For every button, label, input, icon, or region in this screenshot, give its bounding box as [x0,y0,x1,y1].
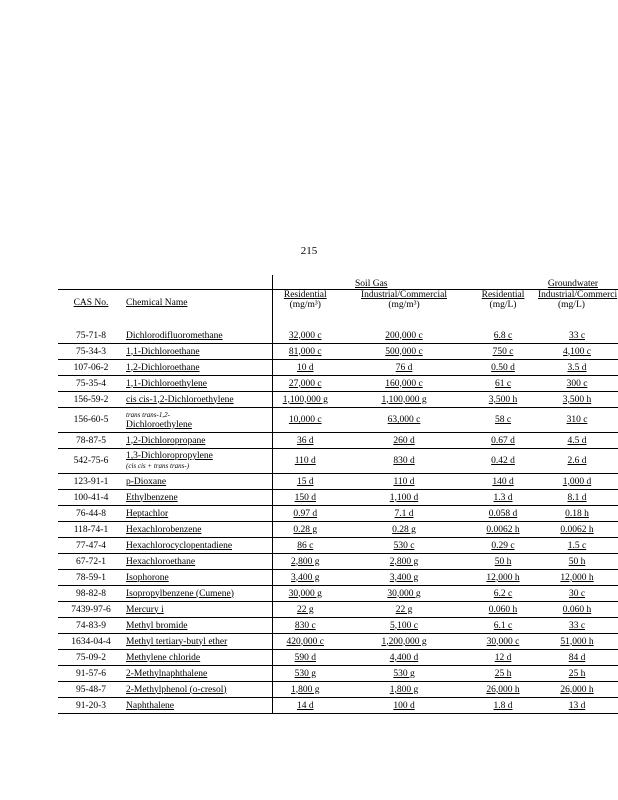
value-text: 140 d [492,476,514,487]
value-text: 4.5 d [567,435,587,446]
chemical-name-text: Hexachloroethane [126,556,196,567]
table-row [58,522,618,538]
groundwater-industrial-cell [536,328,618,344]
chemical-name-cell [124,602,272,618]
soil-gas-residential-cell [272,376,338,392]
value-text: 25 h [568,668,586,679]
soil-gas-industrial-cell [338,490,470,506]
value-text: 100 d [393,700,415,711]
chemical-name-cell [124,586,272,602]
soil-gas-residential-cell [272,392,338,408]
value-text: 160,000 c [385,378,423,389]
value-text: 30,000 g [288,588,322,599]
chemical-name-text: Methyl bromide [126,620,188,631]
chemical-name-text: Dichloroethylene [126,420,192,430]
chemical-name-text: Isopropylbenzene (Cumene) [126,588,234,599]
cas-number-cell: 77-47-4 [58,538,124,554]
value-text: 830 d [393,456,415,466]
groundwater-industrial-cell [536,392,618,408]
groundwater-residential-cell [470,376,536,392]
groundwater-residential-cell [470,618,536,634]
value-text: 30,000 c [486,636,520,647]
value-text: 12,000 h [486,572,520,583]
soil-gas-industrial-cell [338,344,470,360]
value-text: 84 d [568,652,586,663]
soil-gas-industrial-cell [338,433,470,449]
value-text: 14 d [296,700,314,711]
soil-gas-header: Soil Gas [272,275,470,290]
chemical-name-text: 2-Methylnaphthalene [126,668,208,679]
value-text: 0.50 d [491,362,515,373]
chemical-name-text: 2-Methylphenol (o-cresol) [126,684,227,695]
soil-gas-industrial-cell [338,360,470,376]
value-text: 0.28 g [392,524,416,535]
cas-number-cell: 118-74-1 [58,522,124,538]
value-text: 3,400 g [389,572,419,583]
chemical-name-text: 1,1-Dichloroethane [126,346,200,357]
chemical-name-text: Mercury i [126,604,164,615]
cas-number-cell: 75-71-8 [58,328,124,344]
value-text: 33 c [568,330,586,341]
value-text: 5,100 c [390,620,418,631]
chemical-name-text: Methylene chloride [126,652,201,663]
cas-number-cell: 7439-97-6 [58,602,124,618]
value-text: 110 d [393,476,415,487]
chemical-name-cell [124,408,272,433]
groundwater-industrial-cell [536,570,618,586]
groundwater-residential-cell [470,602,536,618]
value-text: 1.3 d [493,492,513,503]
cas-number-cell: 156-59-2 [58,392,124,408]
value-text: 63,000 c [387,415,421,425]
groundwater-residential-cell [470,490,536,506]
chemical-name-cell [124,538,272,554]
value-text: 1,100,000 g [381,394,427,405]
soil-gas-industrial-cell [338,522,470,538]
soil-gas-industrial-cell [338,570,470,586]
value-text: 590 d [294,652,316,663]
groundwater-industrial-cell [536,586,618,602]
value-text: 110 d [294,456,316,466]
chemical-name-cell [124,474,272,490]
value-text: 22 g [395,604,413,615]
groundwater-residential-cell [470,392,536,408]
cas-number-cell: 67-72-1 [58,554,124,570]
chemical-name-text: 1,3-Dichloropropylene [126,451,213,461]
chemical-name-text: Isophorone [126,572,169,583]
groundwater-residential-cell [470,360,536,376]
value-text: 1,100 d [389,492,419,503]
value-text: 3,500 h [488,394,518,405]
soil-gas-industrial-cell [338,392,470,408]
value-text: 2,800 g [291,556,320,567]
cas-number-cell: 1634-04-4 [58,634,124,650]
chemical-name-text: 1,2-Dichloropropane [126,435,206,446]
chemical-name-cell [124,666,272,682]
cas-number-cell: 75-34-3 [58,344,124,360]
soil-gas-residential-cell [272,449,338,474]
groundwater-residential-cell [470,474,536,490]
value-text: 13 d [568,700,586,711]
value-text: 0.0062 h [486,524,520,535]
table-row [58,474,618,490]
value-text: 0.060 h [562,604,592,615]
value-text: 33 c [568,620,586,631]
value-text: 530 c [393,540,415,551]
groundwater-industrial-cell [536,376,618,392]
soil-gas-industrial-header: Industrial/Commercial (mg/m³) [338,290,470,329]
value-text: 15 d [296,476,314,487]
chemical-name-cell [124,344,272,360]
value-text: 1,100,000 g [282,394,328,405]
value-text: 36 d [296,435,314,446]
value-text: 30,000 g [387,588,421,599]
value-text: 530 g [294,668,316,679]
chemical-name-cell [124,554,272,570]
chemical-name-cell [124,698,272,714]
soil-gas-residential-cell [272,682,338,698]
value-text: 3,400 g [291,572,320,583]
value-text: 50 h [568,556,586,567]
chemical-name-cell [124,433,272,449]
groundwater-industrial-cell [536,634,618,650]
table-row [58,449,618,474]
chemical-name-text: Hexachlorocyclopentadiene [126,540,233,551]
soil-gas-residential-cell [272,408,338,433]
soil-gas-industrial-cell [338,506,470,522]
page-number: 215 [300,245,318,257]
chemical-name-text: Hexachlorobenzene [126,524,202,535]
groundwater-industrial-cell [536,344,618,360]
chemical-name-cell [124,506,272,522]
groundwater-industrial-cell [536,490,618,506]
value-text: 26,000 h [486,684,520,695]
value-text: 0.18 h [565,508,589,519]
groundwater-residential-cell [470,408,536,433]
groundwater-industrial-cell [536,449,618,474]
soil-gas-industrial-cell [338,650,470,666]
groundwater-residential-cell [470,698,536,714]
soil-gas-residential-cell [272,570,338,586]
value-text: 0.42 d [491,456,515,466]
value-text: 1,800 g [291,684,320,695]
soil-gas-residential-cell [272,698,338,714]
value-text: 4,400 d [389,652,419,663]
groundwater-residential-cell [470,433,536,449]
group-header-row [58,275,618,290]
soil-gas-industrial-cell [338,666,470,682]
soil-gas-industrial-cell [338,682,470,698]
chemical-name-cell [124,682,272,698]
groundwater-header: Groundwater [547,279,598,289]
value-text: 3,500 h [562,394,592,405]
groundwater-residential-cell [470,634,536,650]
cas-number-cell: 156-60-5 [58,408,124,433]
groundwater-industrial-cell [536,602,618,618]
groundwater-residential-cell [470,682,536,698]
value-text: 0.060 h [488,604,518,615]
soil-gas-residential-cell [272,634,338,650]
value-text: 30 c [568,588,586,599]
cas-number-cell: 91-20-3 [58,698,124,714]
soil-gas-industrial-cell [338,449,470,474]
soil-gas-residential-cell [272,433,338,449]
chemical-name-cell [124,376,272,392]
chemical-name-cell [124,490,272,506]
value-text: 200,000 c [385,330,423,341]
value-text: 0.97 d [293,508,318,519]
cas-number-cell: 75-09-2 [58,650,124,666]
value-text: 1.5 c [567,540,587,551]
soil-gas-residential-cell [272,602,338,618]
table-row [58,666,618,682]
column-header-row [58,290,618,329]
cas-number-cell: 91-57-6 [58,666,124,682]
groundwater-residential-cell [470,666,536,682]
value-text: 2.6 d [567,456,587,466]
value-text: 0.28 g [293,524,318,535]
value-text: 61 c [494,378,512,389]
table-row [58,682,618,698]
value-text: 830 c [294,620,316,631]
value-text: 310 c [566,415,588,425]
table-row [58,344,618,360]
chemical-name-text: Ethylbenzene [126,492,178,503]
soil-gas-industrial-cell [338,634,470,650]
table-row [58,538,618,554]
chemical-name-text: 1,1-Dichloroethylene [126,378,207,389]
value-text: 2,800 g [389,556,419,567]
table-row [58,586,618,602]
value-text: 6.1 c [493,620,513,631]
soil-gas-residential-header: Residential (mg/m³) [272,290,338,329]
cas-number-cell: 75-35-4 [58,376,124,392]
soil-gas-industrial-cell [338,618,470,634]
value-text: 1,200,000 g [381,636,427,647]
groundwater-industrial-cell [536,506,618,522]
groundwater-residential-cell [470,522,536,538]
soil-gas-industrial-cell [338,376,470,392]
value-text: 50 h [494,556,512,567]
cas-number-cell: 78-87-5 [58,433,124,449]
table-row [58,554,618,570]
table-row [58,360,618,376]
groundwater-residential-cell [470,538,536,554]
soil-gas-residential-cell [272,618,338,634]
value-text: 81,000 c [288,346,322,357]
groundwater-residential-cell [470,650,536,666]
value-text: 7.1 d [394,508,414,519]
table-row [58,618,618,634]
table-row [58,376,618,392]
soil-gas-residential-cell [272,506,338,522]
soil-gas-residential-cell [272,586,338,602]
value-text: 58 c [494,415,512,425]
table-row [58,392,618,408]
chemical-name-cell [124,392,272,408]
chemical-name-cell [124,328,272,344]
groundwater-industrial-cell [536,360,618,376]
cas-number-cell: 74-83-9 [58,618,124,634]
chemical-name-cell [124,360,272,376]
soil-gas-industrial-cell [338,328,470,344]
value-text: 76 d [395,362,413,373]
value-text: 12 d [494,652,512,663]
groundwater-residential-cell [470,570,536,586]
table-row [58,408,618,433]
groundwater-industrial-cell [536,538,618,554]
screening-levels-table [58,275,618,714]
groundwater-residential-cell [470,328,536,344]
value-text: 420,000 c [286,636,324,647]
value-text: 10,000 c [288,415,322,425]
cas-number-cell: 76-44-8 [58,506,124,522]
cas-number-cell: 78-59-1 [58,570,124,586]
chemical-name-text: Dichlorodifluoromethane [126,330,223,341]
chemical-name-cell [124,618,272,634]
chemical-name-prefix: trans trans-1,2- [126,411,170,419]
chemical-name-text: p-Dioxane [126,476,167,487]
value-text: 32,000 c [288,330,322,341]
value-text: 25 h [494,668,512,679]
chemical-name-text: cis cis-1,2-Dichloroethylene [126,394,234,405]
value-text: 8.1 d [567,492,587,503]
cas-number-cell: 123-91-1 [58,474,124,490]
value-text: 150 d [294,492,316,503]
chemical-name-cell [124,522,272,538]
value-text: 22 g [296,604,314,615]
cas-number-cell: 95-48-7 [58,682,124,698]
soil-gas-residential-cell [272,360,338,376]
value-text: 0.67 d [491,435,515,446]
soil-gas-industrial-cell [338,554,470,570]
value-text: 500,000 c [385,346,423,357]
value-text: 4,100 c [563,346,591,357]
groundwater-industrial-cell [536,433,618,449]
soil-gas-industrial-cell [338,602,470,618]
value-text: 10 d [296,362,314,373]
groundwater-industrial-cell [536,682,618,698]
groundwater-industrial-header: Industrial/Commerci (mg/L) [536,290,618,329]
soil-gas-residential-cell [272,666,338,682]
groundwater-industrial-cell [536,474,618,490]
soil-gas-residential-cell [272,344,338,360]
cas-number-cell: 107-06-2 [58,360,124,376]
value-text: 0.29 c [491,540,515,551]
groundwater-industrial-cell [536,698,618,714]
chemical-name-cell [124,570,272,586]
value-text: 260 d [393,435,415,446]
soil-gas-industrial-cell [338,698,470,714]
table-row [58,506,618,522]
table-row [58,634,618,650]
chemical-name-cell [124,650,272,666]
value-text: 6.2 c [493,588,513,599]
soil-gas-residential-cell [272,538,338,554]
screening-levels-table-container [58,275,618,714]
cas-no-header: CAS No. [58,290,124,329]
value-text: 300 c [566,378,588,389]
chemical-name-subtext: (cis cis + trans trans-) [126,462,190,470]
chemical-name-text: Naphthalene [126,700,175,711]
value-text: 12,000 h [560,572,594,583]
groundwater-residential-header: Residential (mg/L) [470,290,536,329]
value-text: 51,000 h [560,636,594,647]
value-text: 1,000 d [562,476,592,487]
value-text: 3.5 d [567,362,587,373]
value-text: 27,000 c [288,378,322,389]
value-text: 0.0062 h [560,524,594,535]
chemical-name-header: Chemical Name [124,290,272,329]
table-row [58,602,618,618]
groundwater-industrial-cell [536,650,618,666]
soil-gas-residential-cell [272,328,338,344]
groundwater-residential-cell [470,586,536,602]
soil-gas-residential-cell [272,474,338,490]
soil-gas-industrial-cell [338,538,470,554]
table-row [58,490,618,506]
soil-gas-residential-cell [272,650,338,666]
value-text: 6.8 c [493,330,513,341]
soil-gas-residential-cell [272,554,338,570]
chemical-name-text: 1,2-Dichloroethane [126,362,200,373]
table-row [58,698,618,714]
soil-gas-residential-cell [272,522,338,538]
groundwater-residential-cell [470,554,536,570]
value-text: 26,000 h [560,684,594,695]
groundwater-residential-cell [470,344,536,360]
value-text: 750 c [492,346,514,357]
groundwater-industrial-cell [536,666,618,682]
value-text: 530 g [393,668,415,679]
groundwater-residential-cell [470,449,536,474]
table-row [58,328,618,344]
table-row [58,433,618,449]
soil-gas-industrial-cell [338,586,470,602]
groundwater-industrial-cell [536,618,618,634]
groundwater-residential-cell [470,506,536,522]
chemical-name-text: Methyl tertiary-butyl ether [126,636,228,647]
groundwater-industrial-cell [536,408,618,433]
cas-number-cell: 98-82-8 [58,586,124,602]
chemical-name-text: Heptachlor [126,508,169,519]
chemical-name-cell [124,634,272,650]
cas-number-cell: 542-75-6 [58,449,124,474]
cas-number-cell: 100-41-4 [58,490,124,506]
value-text: 1.8 d [493,700,513,711]
value-text: 1,800 g [389,684,419,695]
soil-gas-industrial-cell [338,408,470,433]
chemical-name-cell [124,449,272,474]
value-text: 86 c [297,540,314,551]
soil-gas-residential-cell [272,490,338,506]
value-text: 0.058 d [488,508,518,519]
soil-gas-industrial-cell [338,474,470,490]
table-row [58,650,618,666]
table-row [58,570,618,586]
groundwater-industrial-cell [536,554,618,570]
groundwater-industrial-cell [536,522,618,538]
